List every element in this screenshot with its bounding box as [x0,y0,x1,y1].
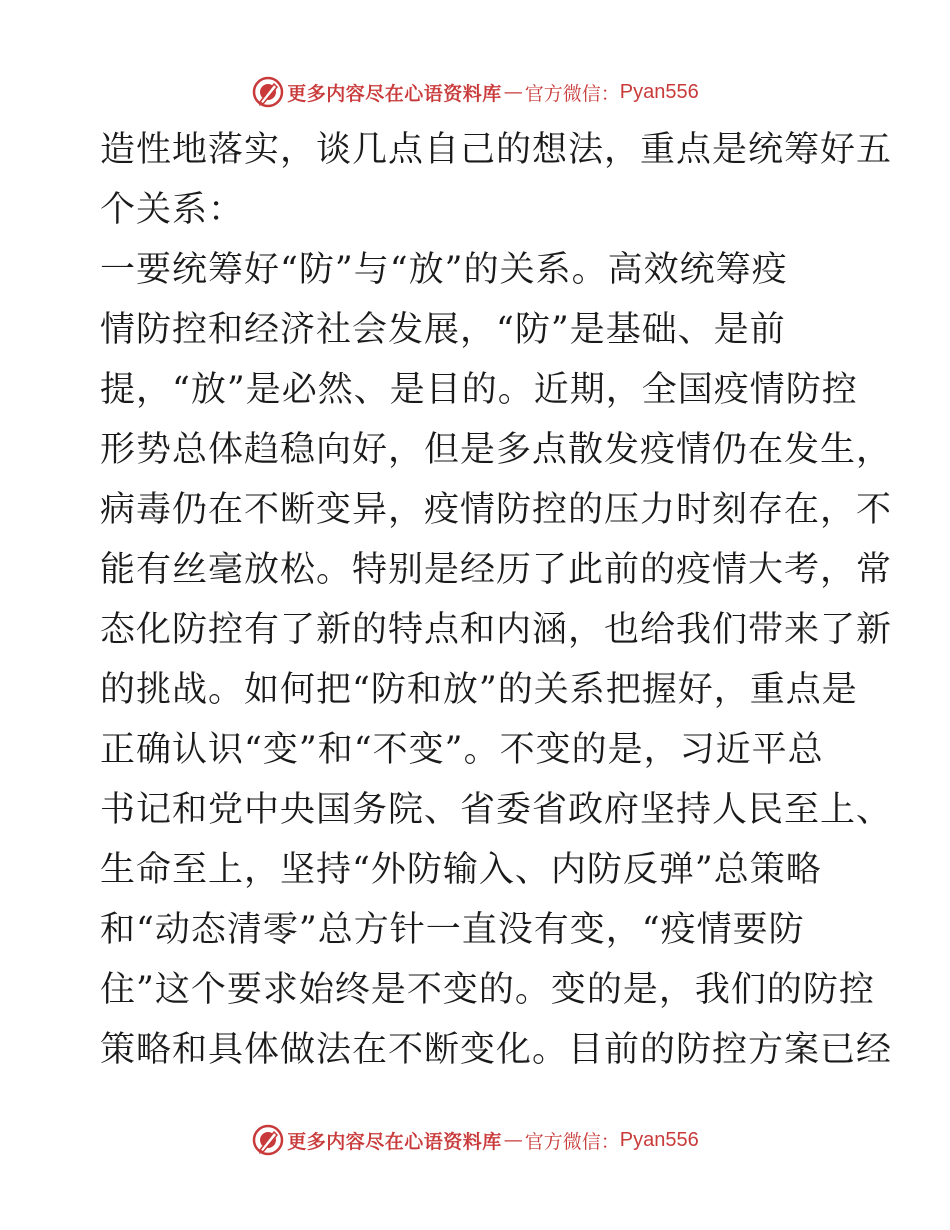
banner-title: 更多内容尽在心语资料库 [287,1130,502,1153]
body-line: 生命至上，坚持“外防输入、内防反弹”总策略 [100,850,822,890]
document-body [100,120,893,1080]
body-line: 书记和党中央国务院、省委省政府坚持人民至上、 [100,790,893,830]
banner-separator: — [503,1129,523,1151]
header-watermark-banner [0,72,950,112]
banner-wechat-label: 官方微信： [524,82,620,105]
body-line: 病毒仍在不断变异，疫情防控的压力时刻存在，不 [100,490,893,530]
footer-watermark-banner [0,1120,950,1160]
body-line: 策略和具体做法在不断变化。目前的防控方案已经 [100,1030,893,1070]
body-line: 情防控和经济社会发展，“防”是基础、是前 [100,310,786,350]
body-line: 个关系： [100,190,245,230]
body-line: 的挑战。如何把“防和放”的关系把握好，重点是 [100,670,858,710]
body-line: 能有丝毫放松。特别是经历了此前的疫情大考，常 [100,550,893,590]
banner-wechat-label: 官方微信： [524,1130,620,1153]
body-line: 一要统筹好“防”与“放”的关系。高效统筹疫 [100,250,788,290]
body-line: 住”这个要求始终是不变的。变的是，我们的防控 [100,970,875,1010]
body-line: 态化防控有了新的特点和内涵，也给我们带来了新 [100,610,893,650]
body-line: 造性地落实，谈几点自己的想法，重点是统筹好五 [100,130,893,170]
body-line: 正确认识“变”和“不变”。不变的是，习近平总 [100,730,824,770]
banner-title: 更多内容尽在心语资料库 [287,82,502,105]
body-line: 提，“放”是必然、是目的。近期，全国疫情防控 [100,370,858,410]
banner-wechat-id: Pyan556 [619,1128,699,1151]
banner-separator: — [503,81,523,103]
pen-logo-icon [251,1123,285,1157]
body-line: 形势总体趋稳向好，但是多点散发疫情仍在发生， [100,430,893,470]
body-line: 和“动态清零”总方针一直没有变，“疫情要防 [100,910,805,950]
banner-wechat-id: Pyan556 [619,80,699,103]
pen-logo-icon [251,75,285,109]
